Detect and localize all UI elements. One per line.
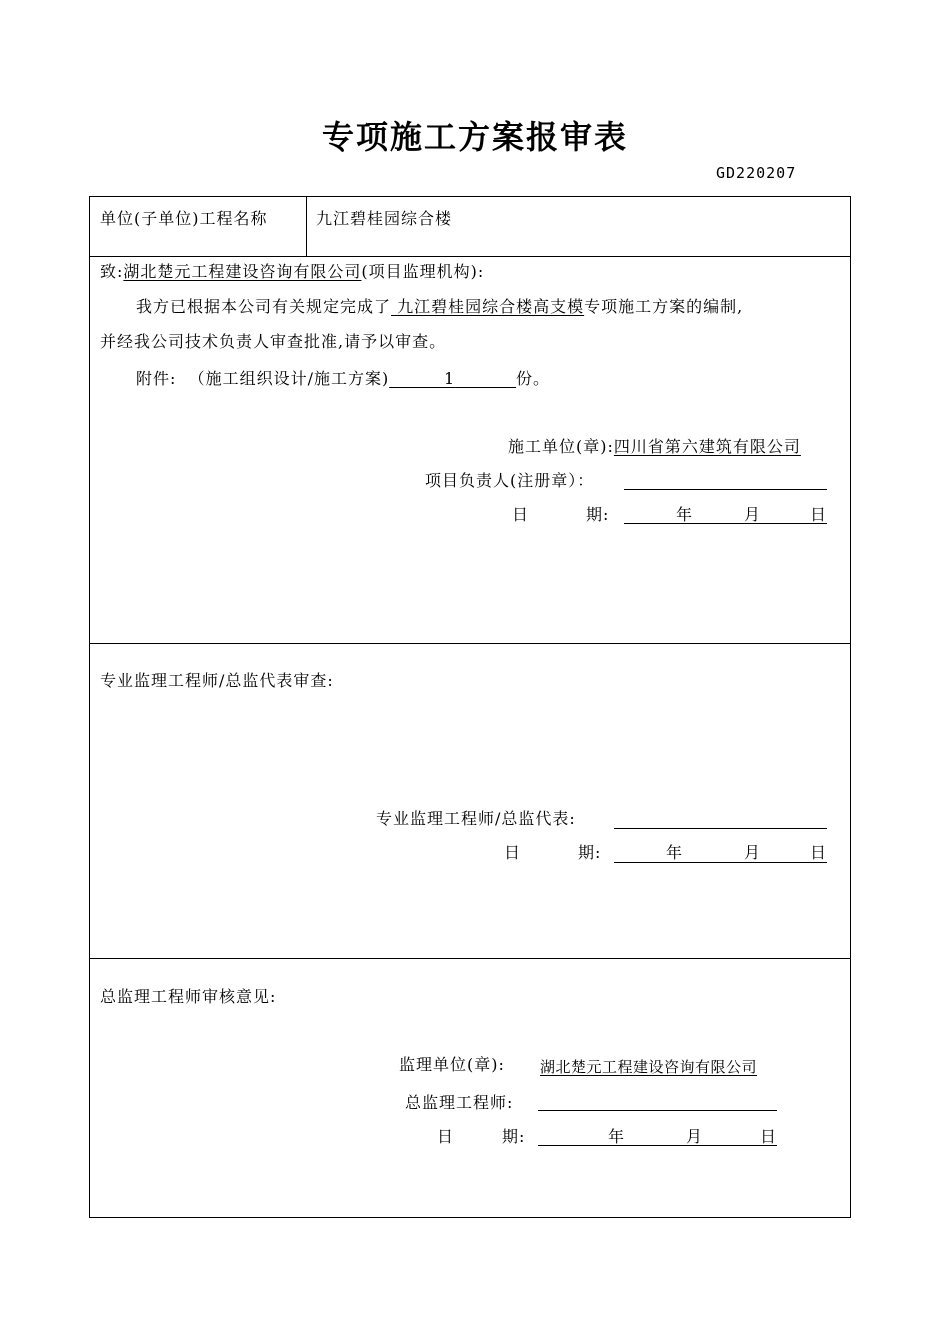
- specialist-date-line[interactable]: [614, 862, 827, 863]
- supervision-unit-name: 湖北楚元工程建设咨询有限公司: [540, 1058, 758, 1076]
- contractor-name: 四川省第六建筑有限公司: [613, 437, 801, 456]
- supervision-unit-label: 监理单位(章):: [399, 1055, 505, 1074]
- document-number: GD220207: [716, 164, 797, 182]
- specialist-date-label-1: 日: [504, 843, 522, 862]
- application-date-day: 日: [810, 505, 827, 524]
- plan-project-name: 九江碧桂园综合楼高支模: [391, 297, 585, 316]
- chief-engineer-label: 总监理工程师:: [405, 1093, 514, 1112]
- row-divider-application: [90, 643, 850, 644]
- addressee-line: 致:湖北楚元工程建设咨询有限公司(项目监理机构):: [100, 262, 485, 281]
- attachment-line: 附件: （施工组织设计/施工方案) 1 份。: [136, 369, 551, 388]
- application-date-label-2: 期:: [586, 505, 610, 524]
- header-column-divider: [306, 197, 307, 256]
- application-body-line-2: 并经我公司技术负责人审查批准,请予以审查。: [100, 332, 447, 351]
- chief-review-heading: 总监理工程师审核意见:: [100, 987, 277, 1006]
- application-date-line[interactable]: [624, 523, 827, 524]
- chief-date-day: 日: [760, 1127, 777, 1146]
- specialist-date-year: 年: [666, 843, 683, 862]
- project-name-label: 单位(子单位)工程名称: [100, 209, 268, 228]
- approval-form-table: [89, 196, 851, 1218]
- specialist-review-heading: 专业监理工程师/总监代表审查:: [100, 671, 334, 690]
- contractor-line: 施工单位(章):四川省第六建筑有限公司: [508, 437, 801, 456]
- chief-date-label-1: 日: [437, 1127, 455, 1146]
- row-divider-header: [90, 256, 850, 257]
- specialist-signer-label: 专业监理工程师/总监代表:: [376, 809, 576, 828]
- specialist-signature-line[interactable]: [614, 828, 827, 829]
- project-name-value: 九江碧桂园综合楼: [316, 209, 453, 228]
- specialist-date-month: 月: [744, 843, 761, 862]
- application-date-label-1: 日: [512, 505, 530, 524]
- application-date-month: 月: [744, 505, 761, 524]
- project-manager-signature-line[interactable]: [624, 489, 827, 490]
- chief-date-month: 月: [686, 1127, 703, 1146]
- project-manager-label: 项目负责人(注册章）：: [425, 471, 595, 490]
- chief-date-line[interactable]: [538, 1145, 777, 1146]
- row-divider-specialist: [90, 958, 850, 959]
- form-title: 专项施工方案报审表: [321, 118, 628, 156]
- attachment-count: 1: [444, 369, 456, 388]
- chief-date-label-2: 期:: [502, 1127, 526, 1146]
- specialist-date-label-2: 期:: [578, 843, 602, 862]
- chief-date-year: 年: [608, 1127, 625, 1146]
- application-body-line-1: 我方已根据本公司有关规定完成了 九江碧桂园综合楼高支模专项施工方案的编制,: [136, 297, 744, 316]
- application-date-year: 年: [676, 505, 693, 524]
- chief-engineer-signature-line[interactable]: [538, 1110, 777, 1111]
- specialist-date-day: 日: [810, 843, 827, 862]
- addressee-name: 湖北楚元工程建设咨询有限公司: [123, 262, 362, 281]
